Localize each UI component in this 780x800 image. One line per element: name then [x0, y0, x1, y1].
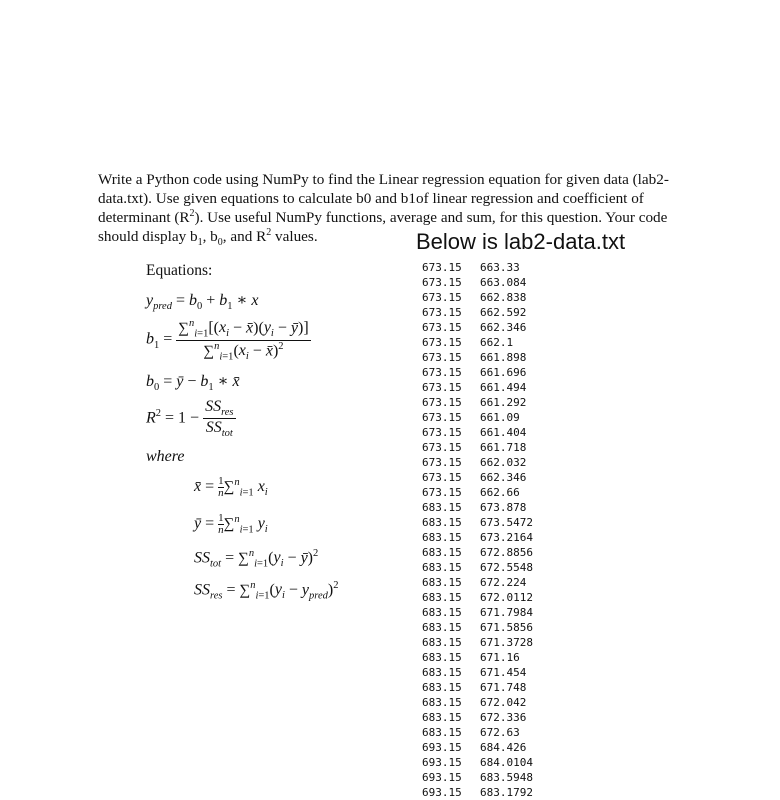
- data-row: [422, 455, 550, 470]
- data-row: [422, 650, 550, 665]
- data-x-value: 683.15: [422, 576, 462, 589]
- data-x-value: 673.15: [422, 276, 462, 289]
- data-row: [422, 350, 550, 365]
- data-x-value: 673.15: [422, 486, 462, 499]
- data-x-value: 673.15: [422, 351, 462, 364]
- data-row: [422, 770, 550, 785]
- data-row: [422, 605, 550, 620]
- equation-b1: $b_1$ = $\frac{\sum^n_{i=1}[(x_i - x̄)(y_i - ȳ)]}{\sum^n_{i=1}(x_i - x̄)^2}$: [146, 318, 309, 363]
- data-row: [422, 260, 550, 275]
- data-row: [422, 725, 550, 740]
- data-y-value: 662.838: [480, 291, 527, 304]
- data-y-value: 661.292: [480, 396, 527, 409]
- data-x-value: 693.15: [422, 771, 462, 784]
- data-x-value: 673.15: [422, 396, 462, 409]
- data-row: [422, 470, 550, 485]
- data-y-value: 662.346: [480, 471, 527, 484]
- data-x-value: 683.15: [422, 591, 462, 604]
- data-row: [422, 395, 550, 410]
- data-x-value: 683.15: [422, 726, 462, 739]
- data-row: [422, 575, 550, 590]
- data-y-value: 672.0112: [480, 591, 533, 604]
- data-x-value: 683.15: [422, 606, 462, 619]
- data-row: [422, 785, 550, 800]
- data-y-value: 661.718: [480, 441, 527, 454]
- data-y-value: 662.346: [480, 321, 527, 334]
- data-y-value: 671.16: [480, 651, 520, 664]
- data-row: [422, 440, 550, 455]
- data-x-value: 683.15: [422, 621, 462, 634]
- data-x-value: 693.15: [422, 786, 462, 799]
- data-x-value: 673.15: [422, 411, 462, 424]
- data-row: [422, 665, 550, 680]
- data-x-value: 673.15: [422, 366, 462, 379]
- data-x-value: 683.15: [422, 666, 462, 679]
- data-y-value: 671.3728: [480, 636, 533, 649]
- data-y-value: 661.404: [480, 426, 527, 439]
- data-row: [422, 620, 550, 635]
- data-x-value: 673.15: [422, 456, 462, 469]
- data-y-value: 662.032: [480, 456, 527, 469]
- data-y-value: 662.66: [480, 486, 520, 499]
- equation-ss-res: $SS_{res} = \sum^n_{i=1}(y_i - y_{pred})^2$: [194, 580, 339, 602]
- data-y-value: 671.748: [480, 681, 527, 694]
- data-x-value: 673.15: [422, 441, 462, 454]
- equation-y-mean: ȳ = $\frac{1}{n}$ ∑$^n_{i=1}$ $y_i$: [194, 512, 268, 536]
- data-row: [422, 755, 550, 770]
- data-row: [422, 380, 550, 395]
- data-x-value: 683.15: [422, 531, 462, 544]
- data-x-value: 693.15: [422, 741, 462, 754]
- data-row: [422, 275, 550, 290]
- data-y-value: 672.8856: [480, 546, 533, 559]
- equation-ypred: $y_{pred} = b_0 + b_1$ ∗ x: [146, 292, 259, 313]
- data-x-value: 693.15: [422, 756, 462, 769]
- data-x-value: 673.15: [422, 261, 462, 274]
- data-x-value: 683.15: [422, 546, 462, 559]
- data-row: [422, 560, 550, 575]
- data-x-value: 673.15: [422, 291, 462, 304]
- equation-x-mean: x̄ = $\frac{1}{n}$ ∑$^n_{i=1}$ $x_i$: [194, 475, 268, 499]
- data-row: [422, 710, 550, 725]
- data-y-value: 661.696: [480, 366, 527, 379]
- data-y-value: 672.336: [480, 711, 527, 724]
- where-label: where: [146, 448, 185, 465]
- data-row: [422, 365, 550, 380]
- equation-b0: $b_0$ = ȳ − $b_1$ ∗ x̄: [146, 373, 240, 394]
- data-row: [422, 410, 550, 425]
- data-x-value: 683.15: [422, 636, 462, 649]
- data-x-value: 683.15: [422, 651, 462, 664]
- equations-heading: Equations:: [146, 262, 213, 279]
- data-row: [422, 740, 550, 755]
- data-x-value: 673.15: [422, 471, 462, 484]
- data-row: [422, 290, 550, 305]
- data-row: [422, 530, 550, 545]
- question-text: Write a Python code using NumPy to find the Linear regression equation for given data (lab2-data.txt). Use given equations to calculate b0 and b1of linear regression and coefficient of determinant $(R^2)$. Use useful NumPy functions, average and sum, for this question. Your code should display $b_1$, $b_0$, and $R^2$ values.: [98, 171, 669, 249]
- data-y-value: 672.63: [480, 726, 520, 739]
- data-x-value: 683.15: [422, 696, 462, 709]
- data-file-title: Below is lab2-data.txt: [416, 229, 626, 254]
- data-x-value: 673.15: [422, 426, 462, 439]
- data-listing: [422, 260, 550, 800]
- data-y-value: 684.426: [480, 741, 527, 754]
- data-x-value: 673.15: [422, 381, 462, 394]
- data-x-value: 683.15: [422, 501, 462, 514]
- data-x-value: 683.15: [422, 561, 462, 574]
- data-row: [422, 590, 550, 605]
- data-y-value: 662.592: [480, 306, 527, 319]
- data-x-value: 683.15: [422, 681, 462, 694]
- data-y-value: 684.0104: [480, 756, 533, 769]
- data-row: [422, 500, 550, 515]
- data-y-value: 671.5856: [480, 621, 533, 634]
- data-y-value: 683.5948: [480, 771, 533, 784]
- data-y-value: 662.1: [480, 336, 514, 349]
- data-y-value: 661.898: [480, 351, 527, 364]
- data-row: [422, 305, 550, 320]
- data-x-value: 683.15: [422, 711, 462, 724]
- data-row: [422, 485, 550, 500]
- data-y-value: 672.042: [480, 696, 527, 709]
- data-row: [422, 335, 550, 350]
- data-y-value: 673.5472: [480, 516, 533, 529]
- data-x-value: 673.15: [422, 321, 462, 334]
- data-x-value: 673.15: [422, 336, 462, 349]
- data-y-value: 671.7984: [480, 606, 533, 619]
- data-y-value: 673.2164: [480, 531, 533, 544]
- data-row: [422, 635, 550, 650]
- data-row: [422, 545, 550, 560]
- data-y-value: 671.454: [480, 666, 527, 679]
- data-row: [422, 320, 550, 335]
- data-y-value: 661.494: [480, 381, 527, 394]
- data-row: [422, 515, 550, 530]
- data-y-value: 673.878: [480, 501, 527, 514]
- data-row: [422, 695, 550, 710]
- data-row: [422, 680, 550, 695]
- data-row: [422, 425, 550, 440]
- data-x-value: 683.15: [422, 516, 462, 529]
- data-y-value: 663.33: [480, 261, 520, 274]
- equation-ss-tot: $SS_{tot} = \sum^n_{i=1}(y_i$ − ȳ)$^2$: [194, 548, 319, 570]
- data-y-value: 672.224: [480, 576, 527, 589]
- data-y-value: 683.1792: [480, 786, 533, 799]
- data-y-value: 663.084: [480, 276, 527, 289]
- data-x-value: 673.15: [422, 306, 462, 319]
- data-y-value: 661.09: [480, 411, 520, 424]
- data-y-value: 672.5548: [480, 561, 533, 574]
- equation-r-squared: $R^2 = 1$ − $\frac{SS_{res}}{SS_{tot}}$: [146, 398, 234, 440]
